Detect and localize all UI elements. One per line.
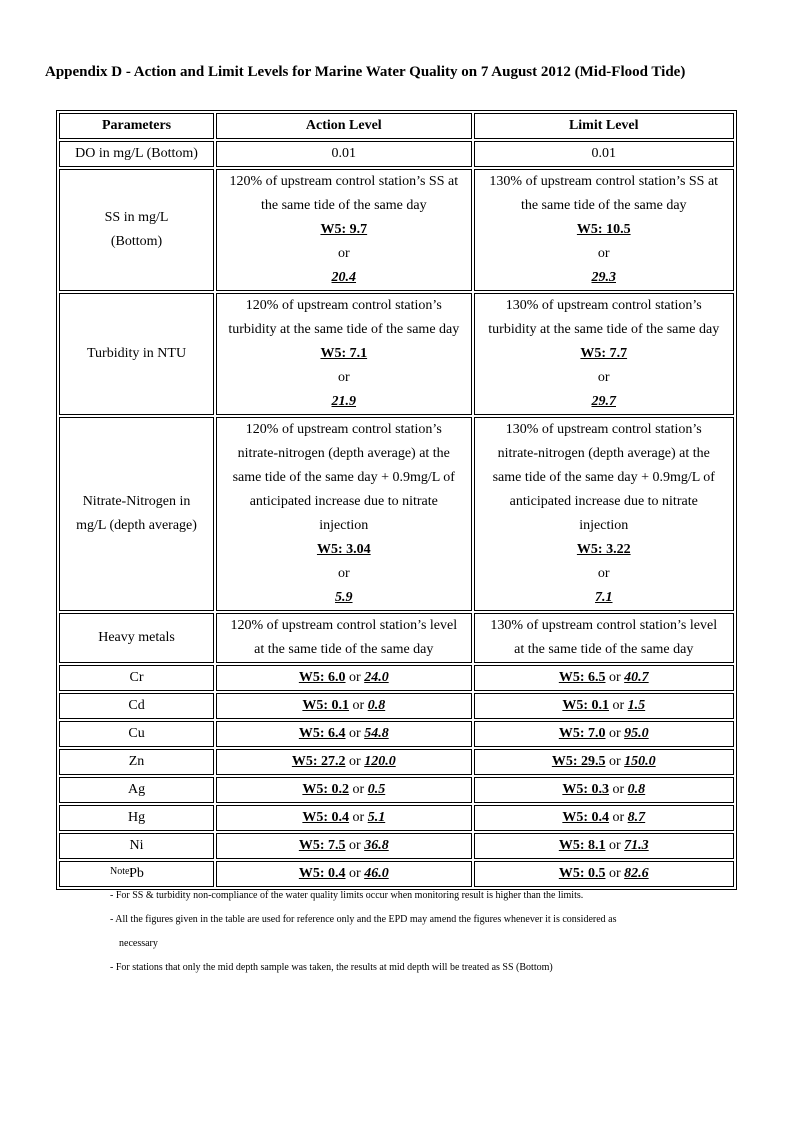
action-ss-text1: 120% of upstream control station’s SS at: [229, 174, 459, 189]
metal-action: [216, 777, 471, 803]
limit-ss-alt: 29.3: [591, 270, 616, 285]
limit-nitrate-alt: 7.1: [595, 590, 613, 605]
metal-limit-or: or: [609, 866, 621, 881]
limit-turbidity-w5: W5: 7.7: [580, 346, 628, 361]
table-row-ss: [59, 169, 734, 291]
metal-limit-or: or: [612, 698, 625, 713]
metal-action-alt: 0.5: [367, 782, 386, 797]
metal-limit-w5: W5: 6.5: [558, 670, 606, 685]
metal-limit-or: or: [612, 810, 625, 825]
action-nitrate-line1: 120% of upstream control station’s: [245, 422, 442, 437]
metal-action-w5: W5: 6.4: [298, 726, 346, 741]
limit-nitrate: [474, 417, 735, 611]
metal-limit-alt: 0.8: [627, 782, 646, 797]
action-turbidity-or: or: [337, 370, 350, 385]
limit-ss-text1: 130% of upstream control station’s SS at: [489, 174, 719, 189]
metal-limit: [474, 777, 735, 803]
table-row-metal: [59, 665, 734, 691]
metal-limit-alt: 150.0: [624, 754, 656, 769]
metal-limit-alt: 1.5: [627, 698, 646, 713]
table-row-turbidity: [59, 293, 734, 415]
param-ss: [59, 169, 214, 291]
table-row-nitrate: [59, 417, 734, 611]
param-nitrate-line2: mg/L (depth average): [76, 518, 197, 533]
metal-action-w5: W5: 0.1: [302, 698, 350, 713]
limit-heavy-metals: [474, 613, 735, 663]
notes-heading: Note:: [110, 866, 133, 877]
limit-turbidity-text2: turbidity at the same tide of the same day: [488, 322, 720, 337]
metal-action-alt: 0.8: [367, 698, 386, 713]
table-row-metal: [59, 721, 734, 747]
metal-name: Hg: [59, 805, 214, 831]
metal-limit-alt: 40.7: [624, 670, 649, 685]
metal-action-w5: W5: 27.2: [291, 754, 346, 769]
action-nitrate-alt: 5.9: [335, 590, 353, 605]
metal-action-alt: 5.1: [367, 810, 386, 825]
param-nitrate-line1: Nitrate-Nitrogen in: [82, 494, 191, 509]
table-row-heavy-metals: [59, 613, 734, 663]
header-limit-level: Limit Level: [474, 113, 735, 139]
table-row-metal: [59, 833, 734, 859]
header-parameters: Parameters: [59, 113, 214, 139]
metal-limit: [474, 805, 735, 831]
metal-name: Cu: [59, 721, 214, 747]
table-row-metal: [59, 805, 734, 831]
action-nitrate-or: or: [337, 566, 350, 581]
table-row-metal: [59, 777, 734, 803]
notes-section: [110, 860, 710, 980]
action-nitrate-line4: anticipated increase due to nitrate: [249, 494, 438, 509]
table-row-do: [59, 141, 734, 167]
param-turbidity: Turbidity in NTU: [59, 293, 214, 415]
metal-action-or: or: [349, 726, 361, 741]
action-turbidity-text1: 120% of upstream control station’s: [245, 298, 442, 313]
metal-limit: [474, 693, 735, 719]
metal-action: [216, 805, 471, 831]
table-row-metal: [59, 693, 734, 719]
metal-action: [216, 749, 471, 775]
action-ss-or: or: [337, 246, 350, 261]
table-row-metal: [59, 749, 734, 775]
limit-nitrate-or: or: [597, 566, 610, 581]
action-turbidity-text2: turbidity at the same tide of the same day: [228, 322, 460, 337]
table-header-row: [59, 113, 734, 139]
action-heavy-metals: [216, 613, 471, 663]
limit-ss-or: or: [597, 246, 610, 261]
metal-limit-or: or: [609, 726, 621, 741]
metal-action-w5: W5: 0.4: [298, 866, 346, 881]
metal-name: Cr: [59, 665, 214, 691]
metal-limit: [474, 665, 735, 691]
metal-action-alt: 36.8: [364, 838, 389, 853]
metal-name: Pb: [59, 861, 214, 887]
metal-action-or: or: [349, 670, 361, 685]
metal-limit: [474, 749, 735, 775]
metal-action-or: or: [349, 838, 361, 853]
metal-name: Ni: [59, 833, 214, 859]
metal-action-alt: 24.0: [364, 670, 389, 685]
metal-limit-w5: W5: 7.0: [558, 726, 606, 741]
limit-ss-w5: W5: 10.5: [576, 222, 631, 237]
metal-action: [216, 665, 471, 691]
metal-limit-alt: 71.3: [624, 838, 649, 853]
metal-action-alt: 54.8: [364, 726, 389, 741]
metal-action-w5: W5: 0.2: [302, 782, 350, 797]
metal-action-or: or: [349, 754, 361, 769]
limit-ss: [474, 169, 735, 291]
metal-name: Ag: [59, 777, 214, 803]
metal-limit: [474, 721, 735, 747]
action-do: 0.01: [216, 141, 471, 167]
metal-limit-alt: 82.6: [624, 866, 649, 881]
limit-nitrate-line3: same tide of the same day + 0.9mg/L of: [492, 470, 715, 485]
limit-nitrate-line5: injection: [579, 518, 629, 533]
param-do: DO in mg/L (Bottom): [59, 141, 214, 167]
action-nitrate-line3: same tide of the same day + 0.9mg/L of: [232, 470, 455, 485]
metal-action-w5: W5: 7.5: [298, 838, 346, 853]
note-item: - All the figures given in the table are used for reference only and the EPD may amend the figures whenever it is considered as: [110, 914, 617, 925]
metal-limit-alt: 95.0: [624, 726, 649, 741]
metal-action: [216, 693, 471, 719]
limit-turbidity-or: or: [597, 370, 610, 385]
param-ss-line2: (Bottom): [110, 234, 163, 249]
metal-action-alt: 120.0: [364, 754, 396, 769]
note-item: - For SS & turbidity non-compliance of the water quality limits occur when monitoring result is higher than the limits.: [110, 890, 584, 901]
note-item: - For stations that only the mid depth sample was taken, the results at mid depth will be treated as SS (Bottom): [110, 962, 553, 973]
metal-action-or: or: [352, 810, 365, 825]
action-nitrate-w5: W5: 3.04: [316, 542, 371, 557]
metal-limit-alt: 8.7: [627, 810, 646, 825]
action-turbidity-alt: 21.9: [331, 394, 357, 409]
action-nitrate-line2: nitrate-nitrogen (depth average) at the: [237, 446, 450, 461]
action-ss: [216, 169, 471, 291]
param-heavy-metals: Heavy metals: [59, 613, 214, 663]
action-heavy-metals-line1: 120% of upstream control station’s level: [230, 618, 458, 633]
page-title: Appendix D - Action and Limit Levels for Marine Water Quality on 7 August 2012 (Mid-Flood Tide): [45, 64, 686, 80]
metal-limit-w5: W5: 0.5: [558, 866, 606, 881]
action-ss-w5: W5: 9.7: [320, 222, 368, 237]
limit-nitrate-line4: anticipated increase due to nitrate: [509, 494, 698, 509]
metal-action-w5: W5: 0.4: [302, 810, 350, 825]
metal-name: Zn: [59, 749, 214, 775]
action-ss-text2: the same tide of the same day: [260, 198, 427, 213]
metal-action: [216, 721, 471, 747]
action-nitrate: [216, 417, 471, 611]
limit-heavy-metals-line1: 130% of upstream control station’s level: [490, 618, 718, 633]
metal-action-alt: 46.0: [364, 866, 389, 881]
metal-action-or: or: [349, 866, 361, 881]
limit-ss-text2: the same tide of the same day: [520, 198, 687, 213]
limit-turbidity-alt: 29.7: [591, 394, 616, 409]
metal-limit-w5: W5: 0.3: [562, 782, 609, 797]
metal-action: [216, 833, 471, 859]
metal-limit-or: or: [612, 782, 625, 797]
quality-levels-table: [56, 110, 737, 890]
metal-limit-or: or: [609, 838, 621, 853]
action-turbidity: [216, 293, 471, 415]
limit-do: 0.01: [474, 141, 735, 167]
limit-nitrate-line1: 130% of upstream control station’s: [505, 422, 702, 437]
metal-limit-or: or: [609, 670, 621, 685]
metal-action-or: or: [352, 782, 365, 797]
metal-name: Cd: [59, 693, 214, 719]
metal-limit-w5: W5: 29.5: [551, 754, 606, 769]
metal-limit-or: or: [609, 754, 621, 769]
metal-action-or: or: [352, 698, 365, 713]
note-item-continuation: necessary: [119, 938, 158, 949]
header-action-level: Action Level: [216, 113, 471, 139]
metal-limit-w5: W5: 0.1: [562, 698, 609, 713]
metal-action-w5: W5: 6.0: [298, 670, 346, 685]
limit-heavy-metals-line2: at the same tide of the same day: [514, 642, 694, 657]
action-ss-alt: 20.4: [331, 270, 357, 285]
metal-limit-w5: W5: 0.4: [562, 810, 609, 825]
limit-nitrate-w5: W5: 3.22: [576, 542, 631, 557]
action-heavy-metals-line2: at the same tide of the same day: [254, 642, 434, 657]
param-ss-line1: SS in mg/L: [104, 210, 169, 225]
limit-turbidity: [474, 293, 735, 415]
action-turbidity-w5: W5: 7.1: [320, 346, 368, 361]
limit-turbidity-text1: 130% of upstream control station’s: [505, 298, 702, 313]
limit-nitrate-line2: nitrate-nitrogen (depth average) at the: [497, 446, 710, 461]
metal-limit-w5: W5: 8.1: [558, 838, 606, 853]
metal-limit: [474, 833, 735, 859]
action-nitrate-line5: injection: [319, 518, 369, 533]
param-nitrate: [59, 417, 214, 611]
